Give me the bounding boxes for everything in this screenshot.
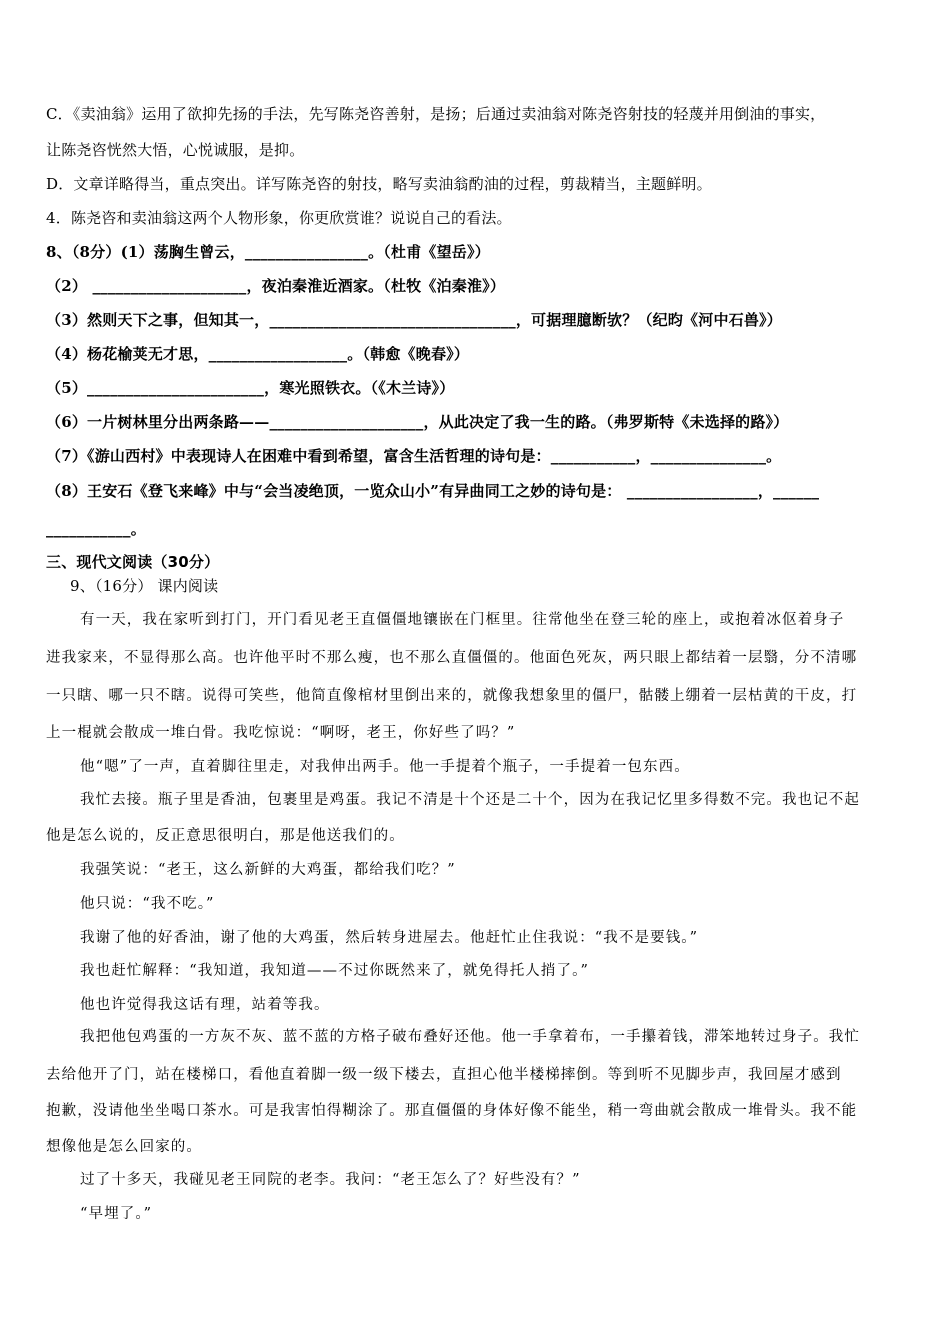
passage-line: 想像他是怎么回家的。 bbox=[46, 1139, 202, 1155]
question-4: 4．陈尧咨和卖油翁这两个人物形象，你更欣赏谁？说说自己的看法。 bbox=[46, 209, 512, 227]
q8-item-1: 8、（8分）(1）荡胸生曾云，________________。（杜甫《望岳》） bbox=[46, 243, 490, 261]
passage-line: “早埋了。” bbox=[80, 1206, 153, 1222]
q8-item-4: （4）杨花榆荚无才思，__________________。（韩愈《晚春》） bbox=[46, 345, 470, 363]
q8-item-7: （7）《游山西村》中表现诗人在困难中看到希望，富含生活哲理的诗句是：___________，_______________。 bbox=[46, 447, 782, 465]
passage-line: 我谢了他的好香油，谢了他的大鸡蛋，然后转身进屋去。他赶忙止住我说：“我不是要钱。” bbox=[80, 930, 699, 946]
q8-item-6: （6）一片树林里分出两条路——____________________，从此决定了我一生的路。（弗罗斯特《未选择的路》） bbox=[46, 413, 789, 431]
passage-line: 抱歉，没请他坐坐喝口茶水。可是我害怕得糊涂了。那直僵僵的身体好像不能坐，稍一弯曲就会散成一堆骨头。我不能 bbox=[46, 1103, 858, 1119]
q8-item-5: （5）_______________________，寒光照铁衣。（《木兰诗》） bbox=[46, 379, 455, 397]
q8-item-3: （3）然则天下之事，但知其一，________________________________，可据理臆断欤？（纪昀《河中石兽》） bbox=[46, 311, 782, 329]
question-9-header: 9、（16分） 课内阅读 bbox=[70, 577, 219, 595]
passage-line: 他也许觉得我这话有理，站着等我。 bbox=[80, 997, 330, 1013]
option-d: D．文章详略得当，重点突出。详写陈尧咨的射技，略写卖油翁酌油的过程，剪裁精当，主题鲜明。 bbox=[46, 175, 712, 193]
option-c-line1: C．《卖油翁》运用了欲抑先扬的手法，先写陈尧咨善射，是扬；后通过卖油翁对陈尧咨射技的轻蔑并用倒油的事实， bbox=[46, 105, 826, 123]
passage-line: 过了十多天，我碰见老王同院的老李。我问：“老王怎么了？好些没有？” bbox=[80, 1172, 581, 1188]
passage-line: 我也赶忙解释：“我知道，我知道——不过你既然来了，就免得托人捎了。” bbox=[80, 963, 589, 979]
passage-line: 我强笑说：“老王，这么新鲜的大鸡蛋，都给我们吃？” bbox=[80, 862, 456, 878]
passage-line: 去给他开了门，站在楼梯口，看他直着脚一级一级下楼去，直担心他半楼梯摔倒。等到听不见脚步声，我回屋才感到 bbox=[46, 1067, 842, 1083]
q8-item-8-cont: ___________。 bbox=[46, 520, 146, 538]
option-c-line2: 让陈尧咨恍然大悟，心悦诚服，是抑。 bbox=[46, 141, 305, 159]
passage-line: 我忙去接。瓶子里是香油，包裹里是鸡蛋。我记不清是十个还是二十个，因为在我记忆里多得数不完。我也记不起 bbox=[80, 792, 860, 808]
q8-item-2: （2） ____________________，夜泊秦淮近酒家。（杜牧《泊秦淮》） bbox=[46, 277, 506, 295]
section-heading: 三、现代文阅读（30分） bbox=[46, 553, 220, 571]
passage-line: 一只瞎、哪一只不瞎。说得可笑些，他简直像棺材里倒出来的，就像我想象里的僵尸，骷髅上绷着一层枯黄的干皮，打 bbox=[46, 688, 858, 704]
passage-line: 我把他包鸡蛋的一方灰不灰、蓝不蓝的方格子破布叠好还他。他一手拿着布，一手攥着钱，滞笨地转过身子。我忙 bbox=[80, 1029, 860, 1045]
passage-line: 上一棍就会散成一堆白骨。我吃惊说：“啊呀，老王，你好些了吗？” bbox=[46, 725, 516, 741]
q8-item-8: （8）王安石《登飞来峰》中与“会当凌绝顶，一览众山小”有异曲同工之妙的诗句是： _________________，______ bbox=[46, 482, 820, 500]
passage-line: 他“嗯”了一声，直着脚往里走，对我伸出两手。他一手提着个瓶子，一手提着一包东西。 bbox=[80, 759, 690, 775]
passage-line: 他只说：“我不吃。” bbox=[80, 896, 215, 912]
passage-line: 有一天，我在家听到打门，开门看见老王直僵僵地镶嵌在门框里。往常他坐在登三轮的座上，或抱着冰伛着身子 bbox=[80, 612, 845, 628]
passage-line: 他是怎么说的，反正意思很明白，那是他送我们的。 bbox=[46, 828, 405, 844]
passage-line: 进我家来，不显得那么高。也许他平时不那么瘦，也不那么直僵僵的。他面色死灰，两只眼上都结着一层翳，分不清哪 bbox=[46, 650, 858, 666]
